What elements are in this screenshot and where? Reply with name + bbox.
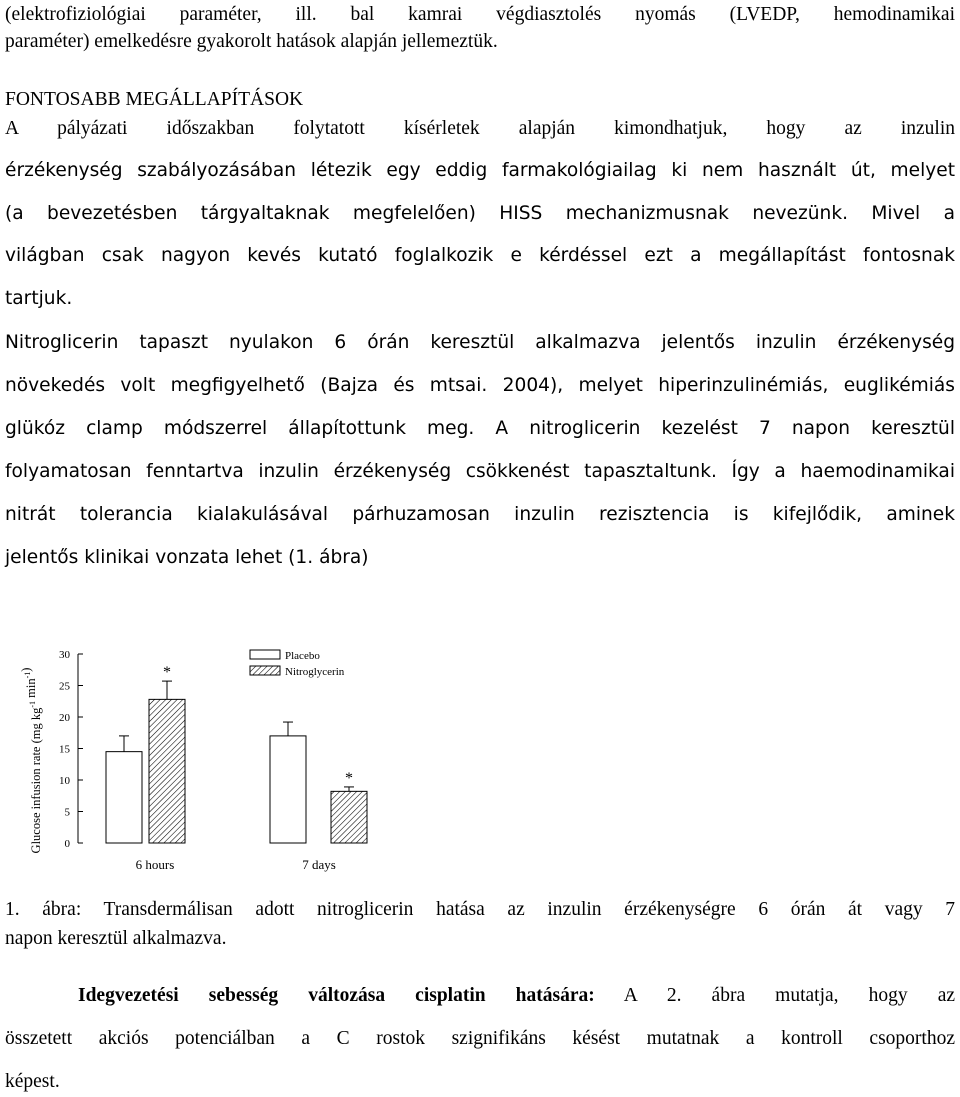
legend-label-nitroglycerin: Nitroglycerin	[285, 666, 345, 678]
y-tick-label: 30	[59, 649, 70, 661]
legend-swatch-nitroglycerin	[250, 666, 280, 675]
y-tick-label: 5	[64, 806, 70, 819]
y-axis-label: Glucose infusion rate (mg $kg^{-1}$ $\min^{-1}$)	[19, 667, 43, 854]
bar-nitroglycerin-7-days	[331, 791, 367, 843]
legend-swatch-placebo	[250, 650, 280, 659]
legend-label-placebo: Placebo	[285, 650, 320, 662]
paragraph-2-line-4: tartjuk.	[5, 288, 73, 309]
bar-nitroglycerin-6-hours	[149, 699, 185, 843]
intro-line-2: paraméter) emelkedésre gyakorolt hatások alapján jellemeztük.	[5, 31, 498, 52]
final-paragraph-line-1	[78, 985, 955, 1007]
final-paragraph-line-1-rest: A 2. ábra mutatja, hogy az	[594, 985, 956, 1006]
bar-placebo-6-hours	[106, 752, 142, 843]
paragraph-3-line-1: Nitroglicerin tapaszt nyulakon 6 órán keresztül alkalmazva jelentős inzulin érzékenység	[5, 332, 955, 353]
paragraph-3-line-6: jelentős klinikai vonzata lehet (1. ábra)	[5, 547, 369, 568]
figure-caption-line-2: napon keresztül alkalmazva.	[5, 928, 227, 949]
y-tick-label: 15	[59, 743, 70, 756]
category-label: 7 days	[302, 857, 336, 872]
y-tick-label: 10	[59, 775, 70, 787]
paragraph-3-line-5: nitrát tolerancia kialakulásával párhuzamosan inzulin rezisztencia is kifejlődik, aminek	[5, 504, 955, 525]
paragraph-2-line-1: érzékenység szabályozásában létezik egy eddig farmakológiailag ki nem használt út, melyet	[5, 160, 955, 181]
y-tick-label: 25	[59, 680, 70, 693]
paragraph-1-line-1: A pályázati időszakban folytatott kísérletek alapján kimondhatjuk, hogy az inzulin	[5, 118, 955, 139]
paragraph-3-line-2: növekedés volt megfigyelhető (Bajza és mtsai. 2004), melyet hiperinzulinémiás, euglikémiás	[5, 375, 955, 396]
paragraph-3-line-3: glükóz clamp módszerrel állapítottunk meg. A nitroglicerin kezelést 7 napon keresztül	[5, 418, 955, 439]
y-tick-label: 0	[64, 838, 70, 850]
paragraph-2-line-2: (a bevezetésben tárgyaltaknak megfelelően) HISS mechanizmusnak nevezünk. Mivel a	[5, 203, 955, 224]
final-paragraph-bold-lead: Idegvezetési sebesség változása cisplatin hatására:	[78, 985, 595, 1006]
bar-placebo-7-days	[270, 736, 306, 843]
y-tick-label: 20	[59, 712, 70, 724]
final-paragraph-line-2: összetett akciós potenciálban a C rostok szignifikáns késést mutatnak a kontroll csoporthoz	[5, 1028, 955, 1049]
category-label: 6 hours	[135, 857, 175, 872]
glucose-infusion-bar-chart	[18, 632, 418, 882]
paragraph-2-line-3: világban csak nagyon kevés kutató foglalkozik e kérdéssel ezt a megállapítást fontosnak	[5, 245, 955, 266]
figure-caption-line-1: 1. ábra: Transdermálisan adott nitroglicerin hatása az inzulin érzékenységre 6 órán át vagy 7	[5, 899, 955, 920]
significance-asterisk: *	[345, 769, 353, 787]
intro-line-1: (elektrofiziológiai paraméter, ill. bal kamrai végdiasztolés nyomás (LVEDP, hemodinamikai	[5, 4, 955, 25]
significance-asterisk: *	[163, 664, 171, 682]
section-heading: FONTOSABB MEGÁLLAPÍTÁSOK	[5, 89, 304, 110]
final-paragraph-line-3: képest.	[5, 1071, 60, 1092]
paragraph-3-line-4: folyamatosan fenntartva inzulin érzékenység csökkenést tapasztaltunk. Így a haemodinamikai	[5, 461, 955, 482]
